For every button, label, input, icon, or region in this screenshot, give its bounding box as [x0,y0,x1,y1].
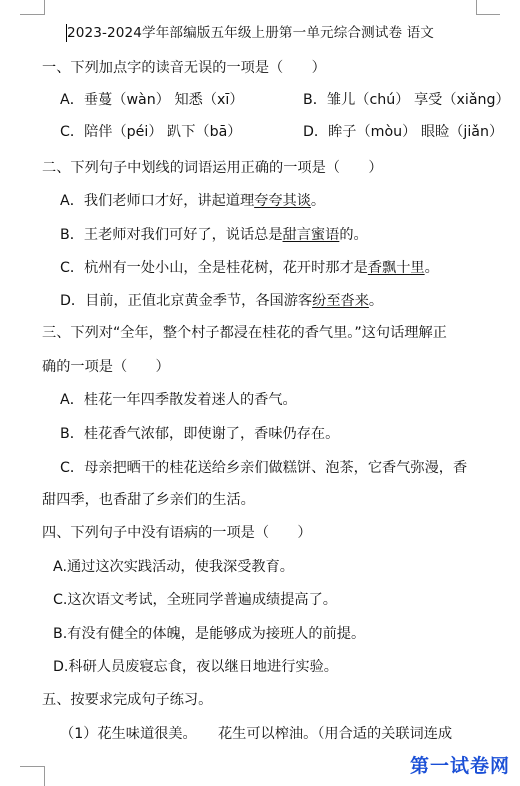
doc-title: 2023-2024学年部编版五年级上册第一单元综合测试卷 语文 [67,25,434,41]
q1-stem: 一、下列加点字的读音无误的一项是（ ） [42,60,326,76]
q1-option-c[interactable]: C．陪伴（péi） 趴下（bā） [60,124,242,140]
q5-stem: 五、按要求完成句子练习。 [42,692,213,708]
q2-option-c-underlined: 香飘十里 [367,260,425,276]
q3-stem-line2: 确的一项是（ ） [42,359,170,375]
site-watermark: 第一试卷网 [409,755,510,777]
q2-option-b[interactable] [60,225,368,245]
crop-mark-bottom-left-v [44,766,45,786]
q2-option-d-underlined: 纷至沓来 [312,293,369,309]
q1-option-a[interactable]: A．垂蔓（wàn） 知悉（xī） [60,92,244,108]
q3-option-c-line1[interactable]: C．母亲把晒干的桂花送给乡亲们做糕饼、泡茶，它香气弥漫，香 [60,460,468,476]
q2-option-b-underlined: 甜言蜜语 [282,227,340,243]
q2-option-c[interactable] [60,258,439,278]
crop-mark-top-right-h [476,14,500,15]
q4-option-a[interactable]: A.通过这次实践活动，使我深受教育。 [53,559,294,575]
crop-mark-top-left-h [20,14,44,15]
q4-option-b[interactable]: B.有没有健全的体魄，是能够成为接班人的前提。 [53,626,366,642]
q2-option-a-text: A．我们老师口才好，讲起道理 [60,193,255,209]
q2-option-a[interactable] [60,191,325,211]
q2-option-b-end: 的。 [339,227,368,243]
q3-option-a[interactable]: A．桂花一年四季散发着迷人的香气。 [60,392,297,408]
q1-option-d[interactable]: D．眸子（mòu） 眼睑（jiǎn） [303,124,504,140]
crop-mark-top-right-v [476,0,477,15]
crop-mark-top-left-v [44,0,45,15]
q2-option-a-end: 。 [310,193,326,209]
q2-stem: 二、下列句子中划线的词语运用正确的一项是（ ） [42,160,383,176]
q2-option-d[interactable] [60,291,383,311]
q2-option-a-underlined: 夸夸其谈 [254,193,311,209]
q3-option-b[interactable]: B．桂花香气浓郁，即使谢了，香味仍存在。 [60,426,340,442]
q2-option-c-end: 。 [424,260,439,276]
crop-mark-bottom-left-h [20,766,44,767]
q1-option-b[interactable]: B．雏儿（chú） 享受（xiǎng） [303,92,510,108]
q3-option-c-line2: 甜四季，也香甜了乡亲们的生活。 [42,492,255,508]
q2-option-d-text: D．目前，正值北京黄金季节，各国游客 [60,293,313,309]
q5-item-1: （1）花生味道很美。 花生可以榨油。（用合适的关联词连成 [60,726,453,742]
q2-option-d-end: 。 [368,293,384,309]
q2-option-b-text: B．王老师对我们可好了，说话总是 [60,227,283,243]
q4-stem: 四、下列句子中没有语病的一项是（ ） [42,525,312,541]
q3-stem-line1: 三、下列对“全年，整个村子都浸在桂花的香气里。”这句话理解正 [42,325,447,341]
q4-option-c[interactable]: C.这次语文考试，全班同学普遍成绩提高了。 [53,592,337,608]
q4-option-d[interactable]: D.科研人员废寝忘食，夜以继日地进行实验。 [53,659,338,675]
q2-option-c-text: C．杭州有一处小山，全是桂花树，花开时那才是 [60,260,368,276]
